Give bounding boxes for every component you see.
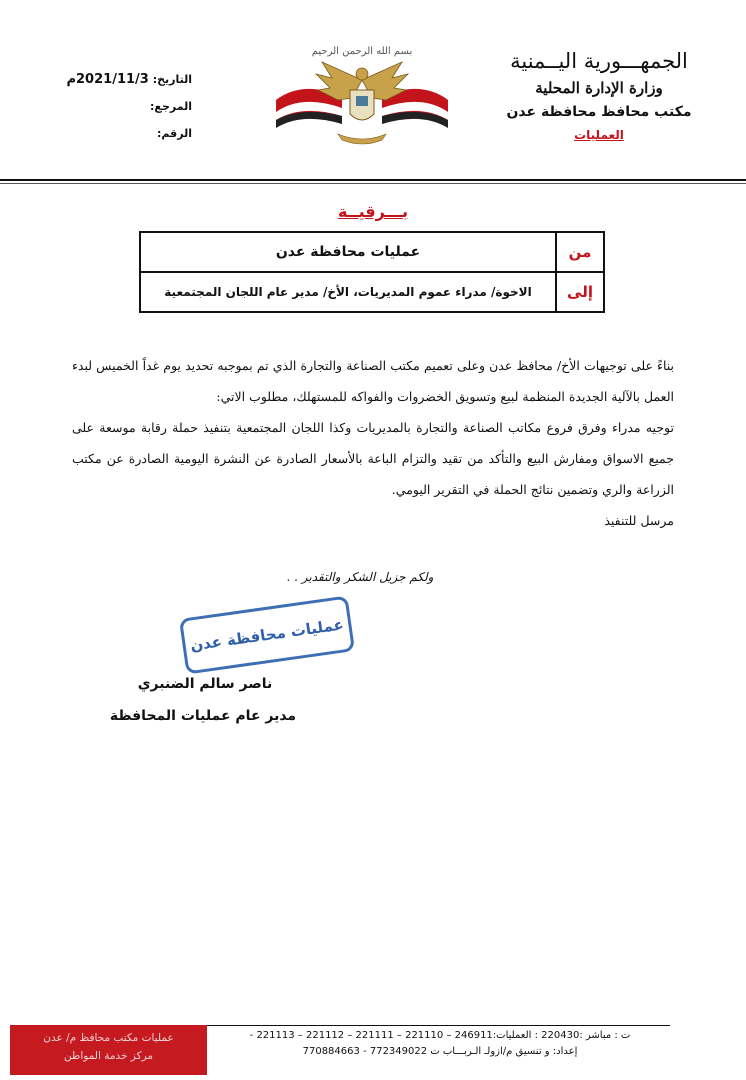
from-row	[140, 232, 604, 272]
emblem-basmala: بسم الله الرحمن الرحيم	[311, 46, 413, 57]
from-label: من	[556, 232, 604, 272]
header-divider	[0, 179, 746, 181]
yemen-emblem-icon	[272, 40, 452, 152]
letter-body	[72, 350, 674, 536]
footer-service-box	[10, 1025, 207, 1075]
telegram-title-text: بـــرقيــة	[337, 202, 408, 221]
to-value: الاخوة/ مدراء عموم المديريات، الأخ/ مدير عام اللجان المجتمعية	[140, 272, 556, 312]
date-label: التاريخ:	[152, 73, 192, 86]
header-right	[484, 46, 714, 146]
footer-box-line-1: عمليات مكتب محافظ م/ عدن	[43, 1032, 174, 1044]
operations-stamp: عمليات محافظة عدن	[179, 595, 355, 674]
footer-contacts	[210, 1028, 670, 1060]
reference-label: المرجع:	[150, 100, 192, 113]
to-label: إلى	[556, 272, 604, 312]
date-line	[62, 66, 192, 93]
to-row	[140, 272, 604, 312]
date-value: 2021/11/3م	[66, 72, 149, 87]
header-left	[62, 66, 192, 147]
footer-phones-line-1: ت : مباشر :220430 : العمليات:246911 – 221110 – 221111 – 221112 – 221113 -	[249, 1030, 631, 1041]
ministry-name: وزارة الإدارة المحلية	[535, 79, 663, 97]
office-name: مكتب محافظ محافظة عدن	[506, 104, 692, 120]
from-to-table	[139, 231, 605, 313]
body-paragraph-3: مرسل للتنفيذ	[604, 513, 674, 528]
from-value: عمليات محافظة عدن	[140, 232, 556, 272]
footer-divider	[207, 1025, 670, 1026]
telegram-title	[0, 202, 746, 221]
footer-phones-line-2: إعداد: و تنسيق م/ازولـ الـربـــاب ت 772349022 - 770884663	[302, 1046, 578, 1057]
signatory-title: مدير عام عمليات المحافظة	[109, 708, 297, 724]
signatory-name: ناصر سالم الضنبري	[137, 676, 273, 692]
number-label: الرقم:	[157, 127, 192, 140]
closing-thanks: ولكم جزيل الشكر والتقدير . .	[286, 570, 434, 584]
header-divider-thin	[0, 183, 746, 184]
department-name: العمليات	[574, 128, 624, 142]
country-name: الجمهـــورية اليــمنية	[510, 49, 688, 73]
body-paragraph-2: توجيه مدراء وفرق فروع مكاتب الصناعة والتجارة بالمديريات وكذا اللجان المجتمعية بتنفيذ حملة رقابة موسعة على جميع الاسواق ومفارش البيع والتأكد من تقيد والتزام الباعة بالأسعار الصادرة عن النشرة اليومية الصادرة عن مكتب الزراعة والري وتضمين نتائج الحملة في التقرير اليومي.	[72, 420, 674, 497]
footer-box-line-2: مركز خدمة المواطن	[63, 1050, 154, 1062]
body-paragraph-1: بناءً على توجيهات الأخ/ محافظ عدن وعلى تعميم مكتب الصناعة والتجارة الذي تم بموجبه تحديد يوم غداً الخميس لبدء العمل بالآلية الجديدة المنظمة لبيع وتسويق الخضروات والفواكه للمستهلك، مطلوب الاتي:	[72, 358, 674, 404]
